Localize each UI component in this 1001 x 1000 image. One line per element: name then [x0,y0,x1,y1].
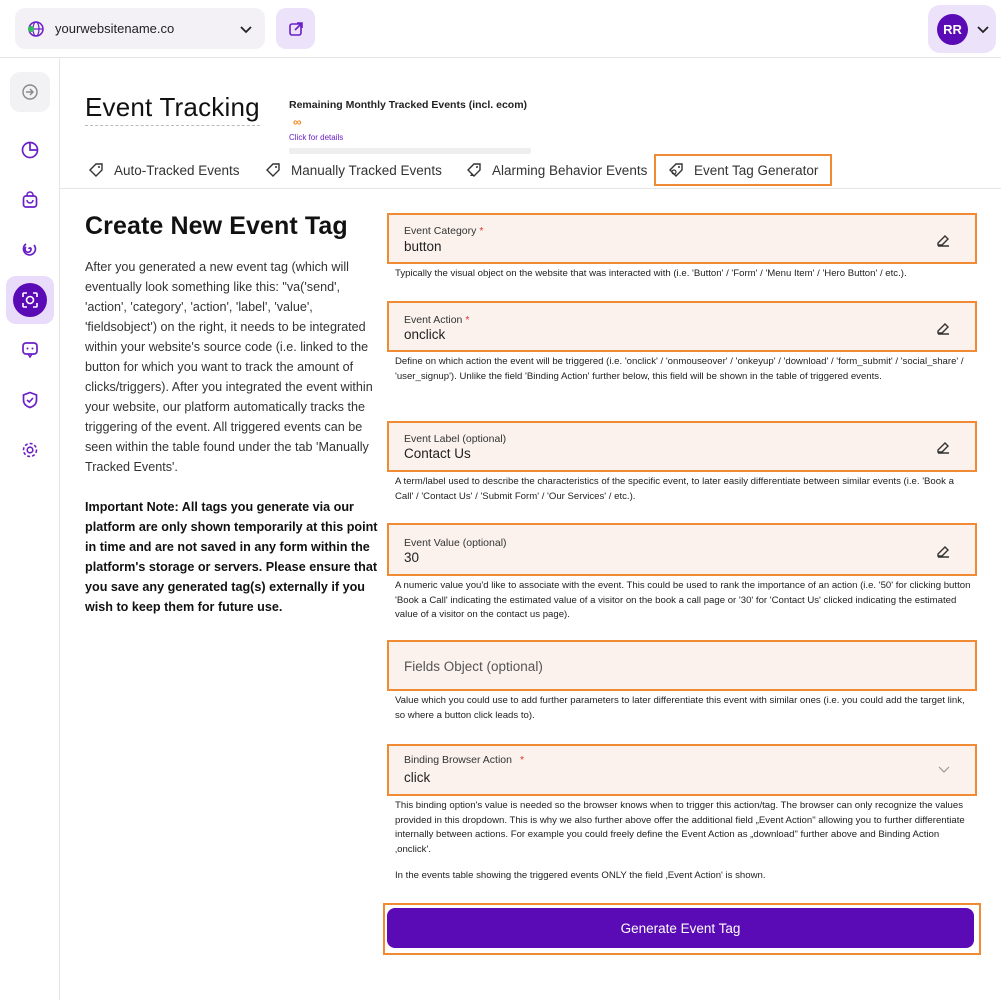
field-help: Value which you could use to add further parameters to later differentiate this event with similar ones (i.e. you could add the target link, so where a button click leads to). [395,695,965,721]
tag-alert-icon [466,162,482,178]
page-title: Event Tracking [85,92,260,126]
field-label: Event Label (optional) [404,433,507,445]
tag-icon [265,162,281,178]
event-category-field[interactable] [387,213,977,264]
quota-value: ∞ [293,115,302,129]
sidebar-item-dashboard[interactable] [10,130,50,170]
event-value-group [387,523,977,623]
field-help: Define on which action the event will be triggered (i.e. 'onclick' / 'onmouseover' / 'onkeyup' / 'download' / 'form_submit' / 'social_share' / 'user_signup'). Unlike the field 'Binding Action' further below, this field will be shown in the table of triggered events. [395,356,964,382]
intro-description: After you generated a new event tag (which will eventually look something like this: "va('send', 'action', 'category', 'action', 'label', 'value', 'fieldsobject') on the right, it needs to be integrated within your website's source code (i.e. linked to the button for which you want to track the amount of clicks/triggers). After you integrated the event within your website, our platform automatically tracks the triggering of the event. All triggered events can be seen within the table found under the tab 'Manually Tracked Events'. [85,260,373,474]
globe-icon [27,20,45,38]
sidebar-item-behavior[interactable] [10,229,50,269]
event-category-value: button [404,239,442,254]
tab-bar [60,150,1001,189]
event-value-value: 30 [404,550,420,565]
tab-label: Auto-Tracked Events [114,162,240,178]
chevron-down-icon [937,762,951,776]
tab-label: Manually Tracked Events [291,162,442,178]
binding-action-value: click [404,770,431,785]
sidebar [0,58,60,1000]
spiral-icon [20,239,40,259]
fields-object-field[interactable] [387,640,977,691]
eraser-icon[interactable] [935,320,951,336]
target-scan-icon [21,291,39,309]
quota-panel [289,95,531,154]
page-header [85,92,260,126]
field-help: A numeric value you'd like to associate with the event. This could be used to rank the importance of an action (i.e. '50' for clicking button 'Book a Call' indicating the estimated value of a visitor on the book a call page or '30' for 'Contact Us' clicked indicating the estimated value of a visitor on the contact us page). [395,580,971,620]
avatar: RR [937,14,968,45]
sidebar-collapse-button[interactable] [10,72,50,112]
tab-label: Alarming Behavior Events [492,162,648,178]
field-help: A term/label used to describe the characteristics of the specific event, to later easily differentiate between similar events (i.e. 'Book a Call' / 'Contact Us' / 'Submit Form' / 'Our Services' / etc.). [395,476,954,502]
intro-panel [85,212,380,617]
tag-settings-icon [668,162,684,178]
event-label-group [387,421,977,504]
sidebar-item-event-tracking[interactable] [6,276,54,324]
fields-object-group [387,640,977,723]
field-label: Event Category * [404,225,484,237]
user-menu-button[interactable] [928,5,996,53]
tab-auto-tracked-events[interactable] [88,154,240,186]
event-action-field[interactable] [387,301,977,352]
pie-chart-icon [20,140,40,160]
quota-details-link[interactable]: Click for details [289,133,344,142]
sidebar-item-feedback[interactable] [10,330,50,370]
tag-icon [88,162,104,178]
chevron-down-icon [239,22,253,36]
binding-action-select[interactable] [387,744,977,796]
website-selector[interactable] [15,8,265,49]
chat-icon [20,340,40,360]
event-label-field[interactable] [387,421,977,472]
eraser-icon[interactable] [935,543,951,559]
eraser-icon[interactable] [935,439,951,455]
top-bar [0,0,1001,58]
generate-button-wrapper [383,903,981,955]
gear-icon [20,440,40,460]
binding-action-group [387,744,977,884]
fields-object-placeholder: Fields Object (optional) [404,659,543,674]
eraser-icon[interactable] [935,232,951,248]
field-label: Binding Browser Action * [404,754,525,766]
section-title: Create New Event Tag [85,212,348,240]
field-label: Event Action * [404,314,470,326]
open-external-button[interactable] [276,8,315,49]
shopping-bag-icon [20,190,40,210]
shield-check-icon [20,390,40,410]
external-link-icon [288,21,304,37]
website-name: yourwebsitename.co [55,21,175,36]
important-note: Important Note: All tags you generate via our platform are only shown temporarily at this point in time and are not saved in any form within the platform's storage or servers. Please ensure that you save any generated tag(s) externally if you wish to keep them for future use. [85,500,378,614]
tab-alarming-behavior-events[interactable] [466,154,647,186]
chevron-down-icon [976,22,990,36]
field-help-note: In the events table showing the triggered events ONLY the field ‚Event Action' is shown. [395,870,766,881]
field-label: Event Value (optional) [404,537,507,549]
event-value-field[interactable] [387,523,977,576]
field-help: Typically the visual object on the website that was interacted with (i.e. 'Button' / 'Form' / 'Menu Item' / 'Hero Button' / etc.). [395,268,907,279]
sidebar-item-security[interactable] [10,380,50,420]
field-help: This binding option's value is needed so the browser knows when to trigger this action/tag. The browser can only recognize the values provided in this dropdown. This is why we also further above offer the additional field „Event Action" allowing you to further differentiate internally between actions. For example you could freely define the Event Action as „download" further above and Binding Action ‚onclick'. [395,800,965,855]
event-action-group [387,301,977,384]
event-category-group [387,213,977,282]
event-action-value: onclick [404,327,446,342]
tab-manually-tracked-events[interactable] [265,154,442,186]
tab-event-tag-generator[interactable] [654,154,832,186]
collapse-icon [21,83,39,101]
quota-label: Remaining Monthly Tracked Events (incl. ecom) [289,99,528,111]
event-label-value: Contact Us [404,446,471,461]
sidebar-item-ecommerce[interactable] [10,180,50,220]
generate-event-tag-button[interactable]: Generate Event Tag [387,908,974,948]
tab-label: Event Tag Generator [694,162,819,178]
sidebar-item-settings[interactable] [10,430,50,470]
